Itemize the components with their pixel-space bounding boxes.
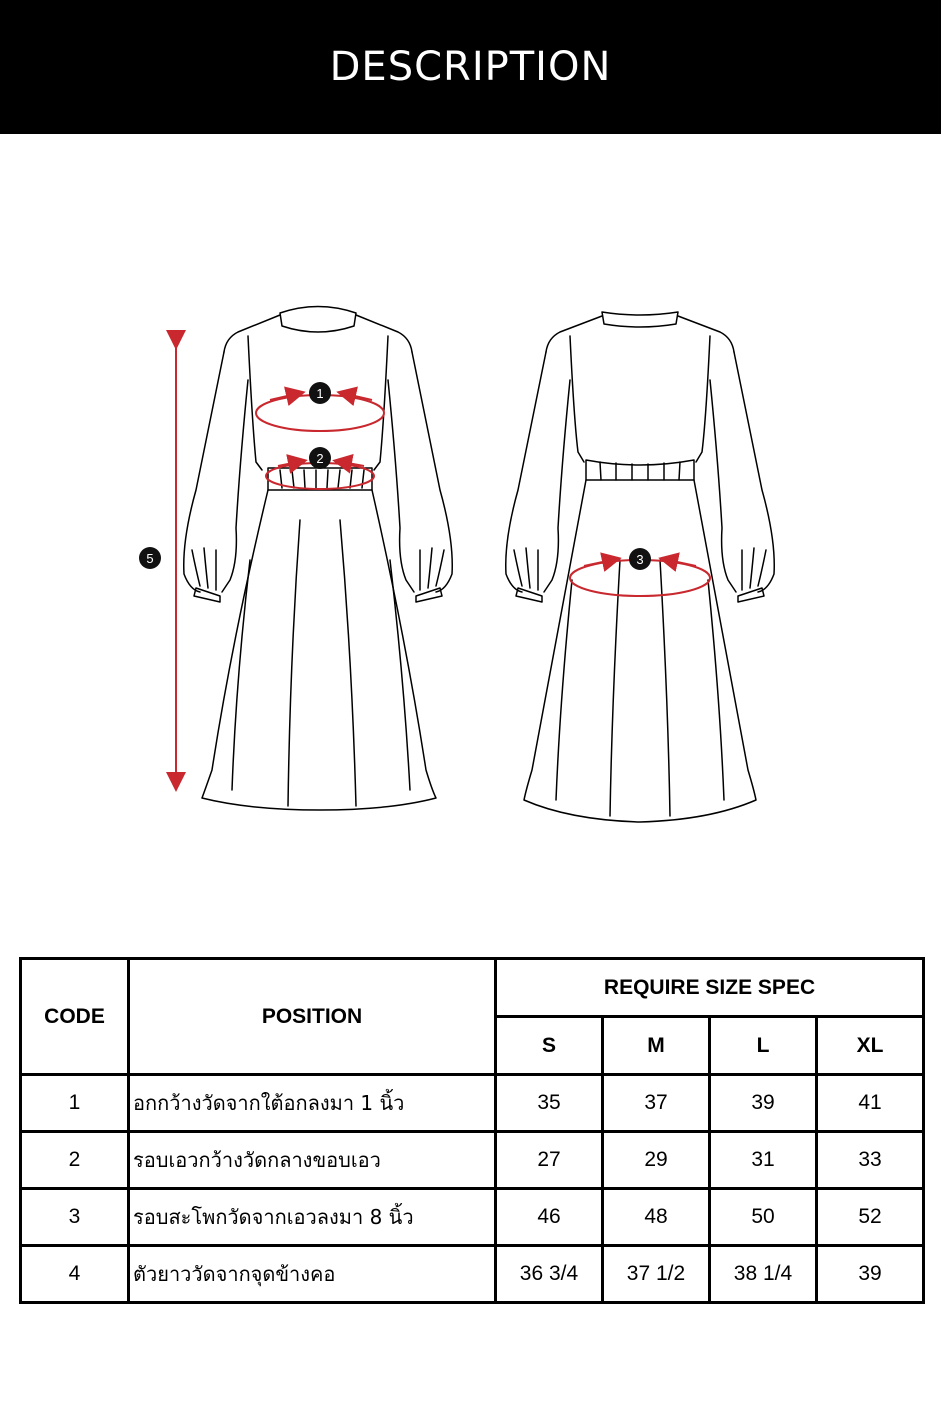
table-row bbox=[21, 1075, 924, 1132]
front-dress-outline bbox=[184, 307, 453, 811]
row-value-m: 48 bbox=[603, 1189, 710, 1246]
row-value-xl: 41 bbox=[817, 1075, 924, 1132]
svg-text:3: 3 bbox=[636, 552, 644, 567]
code-header: CODE bbox=[21, 959, 129, 1075]
size-header-m: M bbox=[603, 1017, 710, 1075]
svg-text:2: 2 bbox=[316, 451, 324, 466]
row-position: รอบสะโพกวัดจากเอวลงมา 8 นิ้ว bbox=[129, 1189, 496, 1246]
size-spec-header: REQUIRE SIZE SPEC bbox=[496, 959, 924, 1017]
size-header-l: L bbox=[710, 1017, 817, 1075]
table-row bbox=[21, 1246, 924, 1303]
marker-2 bbox=[309, 447, 331, 469]
row-value-s: 46 bbox=[496, 1189, 603, 1246]
row-code: 2 bbox=[21, 1132, 129, 1189]
svg-text:1: 1 bbox=[316, 386, 324, 401]
row-value-s: 35 bbox=[496, 1075, 603, 1132]
row-code: 1 bbox=[21, 1075, 129, 1132]
row-code: 4 bbox=[21, 1246, 129, 1303]
row-code: 3 bbox=[21, 1189, 129, 1246]
page-title: DESCRIPTION bbox=[329, 44, 612, 90]
row-value-s: 36 3/4 bbox=[496, 1246, 603, 1303]
svg-text:5: 5 bbox=[146, 551, 154, 566]
marker-3 bbox=[629, 548, 651, 570]
row-value-l: 31 bbox=[710, 1132, 817, 1189]
row-value-l: 39 bbox=[710, 1075, 817, 1132]
row-value-s: 27 bbox=[496, 1132, 603, 1189]
row-value-l: 38 1/4 bbox=[710, 1246, 817, 1303]
size-header-s: S bbox=[496, 1017, 603, 1075]
row-position: ตัวยาววัดจากจุดข้างคอ bbox=[129, 1246, 496, 1303]
position-header: POSITION bbox=[129, 959, 496, 1075]
size-header-xl: XL bbox=[817, 1017, 924, 1075]
row-value-xl: 52 bbox=[817, 1189, 924, 1246]
marker-1 bbox=[309, 382, 331, 404]
row-value-m: 37 1/2 bbox=[603, 1246, 710, 1303]
row-value-l: 50 bbox=[710, 1189, 817, 1246]
marker-5 bbox=[139, 547, 161, 569]
row-position: รอบเอวกว้างวัดกลางขอบเอว bbox=[129, 1132, 496, 1189]
row-value-xl: 33 bbox=[817, 1132, 924, 1189]
dress-diagram bbox=[0, 134, 941, 934]
size-spec-table bbox=[19, 957, 925, 1304]
row-value-m: 37 bbox=[603, 1075, 710, 1132]
row-value-xl: 39 bbox=[817, 1246, 924, 1303]
table-row bbox=[21, 1189, 924, 1246]
header-bar bbox=[0, 0, 941, 134]
row-value-m: 29 bbox=[603, 1132, 710, 1189]
row-position: อกกว้างวัดจากใต้อกลงมา 1 นิ้ว bbox=[129, 1075, 496, 1132]
table-row bbox=[21, 1132, 924, 1189]
